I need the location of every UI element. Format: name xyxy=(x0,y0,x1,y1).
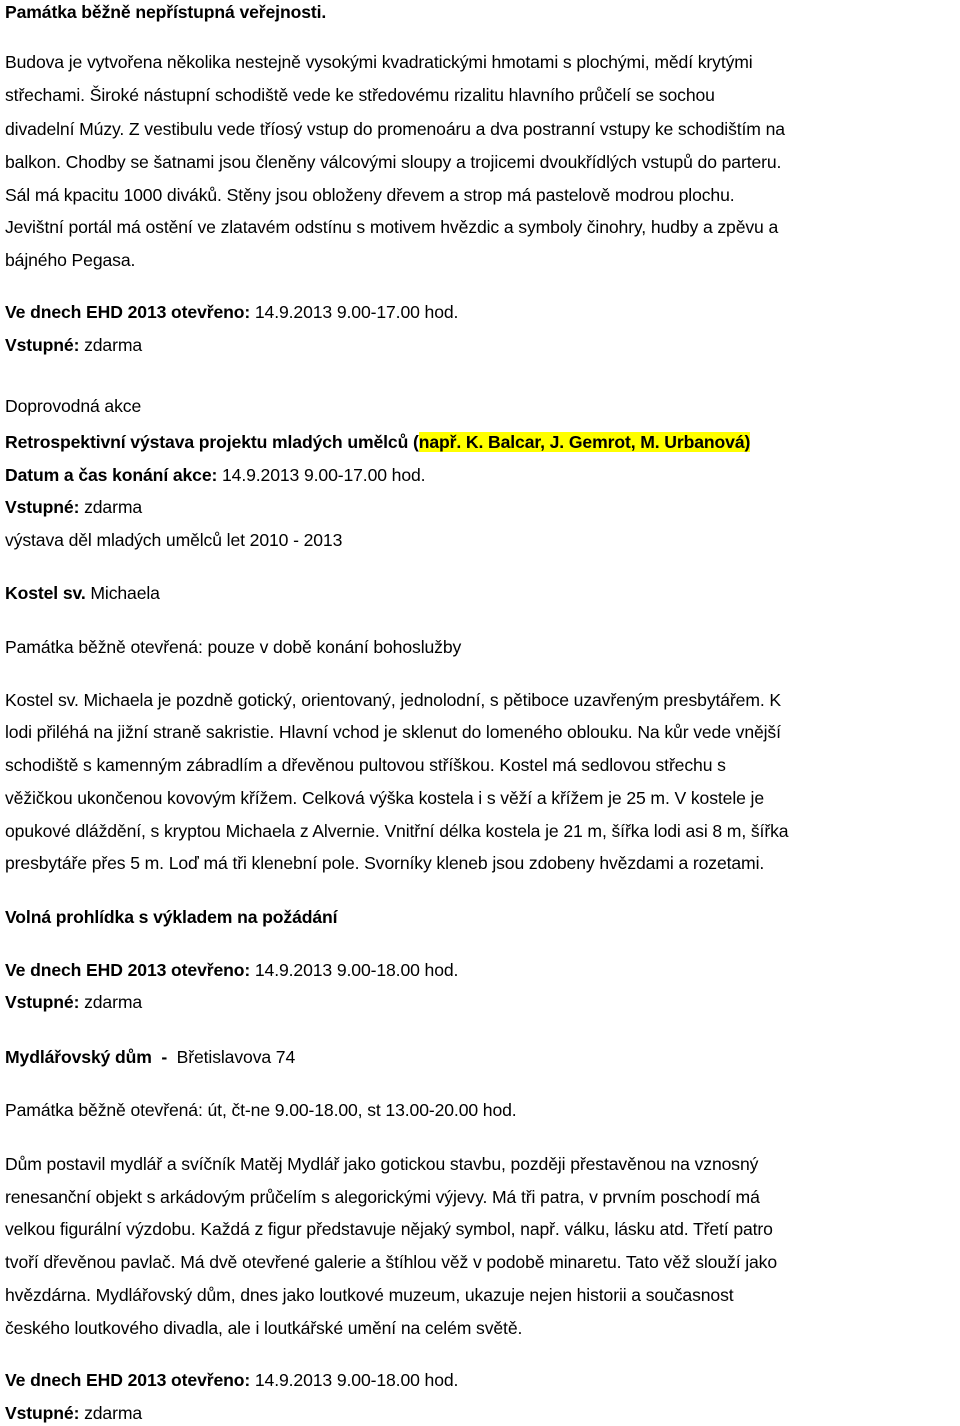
house-entry-label: Vstupné: xyxy=(5,1403,80,1423)
event-entry-label: Vstupné: xyxy=(5,497,80,517)
event-date-value: 14.9.2013 9.00-17.00 hod. xyxy=(217,465,426,485)
event-title xyxy=(5,431,750,453)
house-text-line: velkou figurální výzdobu. Každá z figur představuje nějaký symbol, např. válku, lásku atd. Třetí patro xyxy=(5,1219,773,1239)
house-text-line: tvoří dřevěnou pavlač. Má dvě otevřené galerie a štíhlou věž v podobě minaretu. Tato věž slouží jako xyxy=(5,1252,778,1272)
house-text-line: hvězdárna. Mydlářovský dům, dnes jako loutkové muzeum, ukazuje nejen historii a současnost xyxy=(5,1285,734,1305)
church-title-rest: Michaela xyxy=(85,583,160,603)
event-entry-value: zdarma xyxy=(79,497,143,517)
church-text-line: schodiště s kamenným zábradlím a dřevěnou pultovou stříškou. Kostel má sedlovou střechu s xyxy=(5,755,726,775)
house-text-line: českého loutkového divadla, ale i loutkářské umění na celém světě. xyxy=(5,1318,523,1338)
house-title-rest: Břetislavova 74 xyxy=(167,1047,296,1067)
event-entry-fee xyxy=(5,496,142,518)
intro-text-line: Sál má kpacitu 1000 diváků. Stěny jsou obloženy dřevem a strop má pastelově modrou plochu. xyxy=(5,185,735,205)
event-heading: Doprovodná akce xyxy=(5,396,142,416)
intro-text-line: divadelní Múzy. Z vestibulu vede tříosý vstup do promenoáru a dva postranní vstupy ke schodištím na xyxy=(5,119,785,139)
house-text-line: Dům postavil mydlář a svíčník Matěj Mydlář jako gotickou stavbu, později přestavěnou na vznosný xyxy=(5,1154,759,1174)
church-entry-value: zdarma xyxy=(79,992,143,1012)
intro-text-line: Budova je vytvořena několika nestejně vysokými kvadratickými hmotami s plochými, mědí krytými xyxy=(5,52,753,72)
church-title-bold: Kostel sv. xyxy=(5,583,86,603)
intro-opening-value: 14.9.2013 9.00-17.00 hod. xyxy=(250,302,459,322)
church-text-line: Kostel sv. Michaela je pozdně gotický, orientovaný, jednolodní, s pětiboce uzavřeným presbytářem. K xyxy=(5,690,782,710)
event-title-highlight: např. K. Balcar, J. Gemrot, M. Urbanová) xyxy=(418,432,751,452)
event-date-label: Datum a čas konání akce: xyxy=(5,465,218,485)
church-text-line: presbytáře přes 5 m. Loď má tři klenební pole. Svorníky kleneb jsou zdobeny hvězdami a rozetami. xyxy=(5,853,765,873)
intro-text-line: bájného Pegasa. xyxy=(5,250,136,270)
intro-entry-value: zdarma xyxy=(79,335,143,355)
church-title xyxy=(5,582,160,604)
intro-entry-label: Vstupné: xyxy=(5,335,80,355)
house-status: Památka běžně otevřená: út, čt-ne 9.00-18.00, st 13.00-20.00 hod. xyxy=(5,1100,517,1120)
church-status: Památka běžně otevřená: pouze v době konání bohoslužby xyxy=(5,637,462,657)
intro-text-line: Jevištní portál má ostění ve zlatavém odstínu s motivem hvězdic a symboly činohry, hudby a zpěvu a xyxy=(5,217,779,237)
house-entry-fee xyxy=(5,1402,142,1424)
house-title xyxy=(5,1046,295,1068)
church-tour-note: Volná prohlídka s výkladem na požádání xyxy=(5,907,338,927)
house-opening-value: 14.9.2013 9.00-18.00 hod. xyxy=(250,1370,459,1390)
intro-heading: Památka běžně nepřístupná veřejnosti. xyxy=(5,2,327,22)
house-opening-hours xyxy=(5,1369,458,1391)
intro-text-line: střechami. Široké nástupní schodiště vede ke středovému rizalitu hlavního průčelí se sochou xyxy=(5,85,715,105)
church-text-line: lodi přiléhá na jižní straně sakristie. Hlavní vchod je sklenut do lomeného oblouku. Na kůr vede vnější xyxy=(5,722,781,742)
church-opening-label: Ve dnech EHD 2013 otevřeno: xyxy=(5,960,251,980)
intro-opening-hours xyxy=(5,301,458,323)
intro-opening-label: Ve dnech EHD 2013 otevřeno: xyxy=(5,302,251,322)
intro-text-line: balkon. Chodby se šatnami jsou členěny válcovými sloupy a trojicemi dvoukřídlých vstupů do parteru. xyxy=(5,152,782,172)
house-title-bold: Mydlářovský dům - xyxy=(5,1047,168,1067)
event-description: výstava děl mladých umělců let 2010 - 2013 xyxy=(5,530,343,550)
church-opening-hours xyxy=(5,959,458,981)
event-date xyxy=(5,464,425,486)
event-title-plain: Retrospektivní výstava projektu mladých umělců ( xyxy=(5,432,419,452)
church-entry-label: Vstupné: xyxy=(5,992,80,1012)
house-text-line: renesanční objekt s arkádovým průčelím s alegorickými výjevy. Má tři patra, v prvním poschodí má xyxy=(5,1187,760,1207)
house-opening-label: Ve dnech EHD 2013 otevřeno: xyxy=(5,1370,251,1390)
church-text-line: věžičkou ukončenou kovovým křížem. Celková výška kostela i s věží a křížem je 25 m. V kostele je xyxy=(5,788,764,808)
church-entry-fee xyxy=(5,991,142,1013)
intro-entry-fee xyxy=(5,334,142,356)
church-text-line: opukové dláždění, s kryptou Michaela z Alvernie. Vnitřní délka kostela je 21 m, šířka lodi asi 8 m, šířka xyxy=(5,821,789,841)
church-opening-value: 14.9.2013 9.00-18.00 hod. xyxy=(250,960,459,980)
house-entry-value: zdarma xyxy=(79,1403,143,1423)
